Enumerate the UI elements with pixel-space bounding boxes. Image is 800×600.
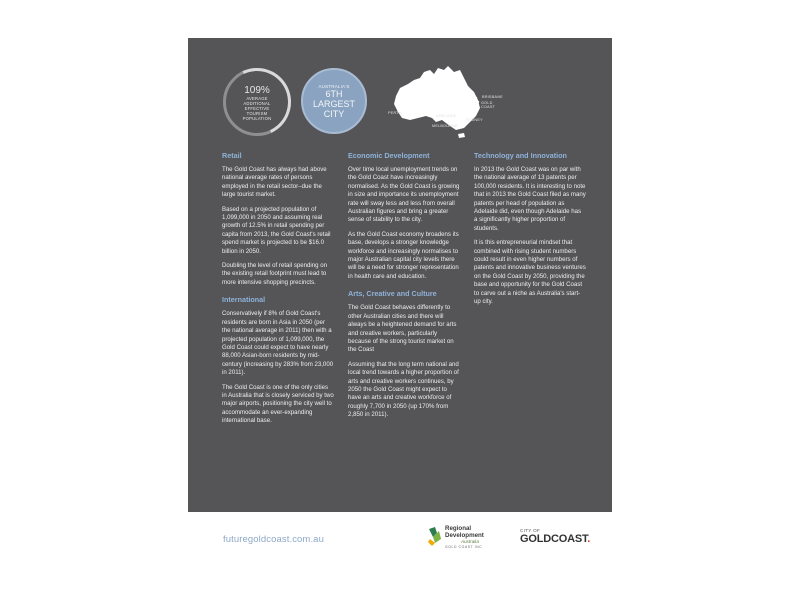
map-label-adelaide: ADELAIDE <box>436 114 457 118</box>
arts-heading: Arts, Creative and Culture <box>348 289 437 299</box>
rda-logo-text <box>445 526 484 549</box>
rda-logo-line-2: Development <box>445 531 484 539</box>
map-label-melbourne: MELBOURNE <box>432 124 458 128</box>
rda-logo <box>427 525 502 551</box>
economic-paragraph-1: Over time local unemployment trends on the Gold Coast have increasingly normalised. As the Gold Coast is growing in size and importance its unemployment rate will sway less and less from overall Australian figures and bring a greater sense of stability to the city. <box>348 166 460 224</box>
gc-logo-wordmark <box>520 533 590 545</box>
city-rank-city: CITY <box>323 108 345 119</box>
retail-heading: Retail <box>222 151 242 160</box>
stat-value: 109% <box>244 84 270 96</box>
australia-map <box>378 58 503 138</box>
map-label-brisbane: BRISBANE <box>482 95 503 99</box>
stat-desc-line: AVERAGE <box>246 95 268 101</box>
website-link[interactable]: futuregoldcoast.com.au <box>223 534 324 545</box>
map-label-perth: PERTH <box>388 111 402 115</box>
gc-logo-dot: . <box>587 533 591 545</box>
city-rank-prefix: AUSTRALIA'S <box>318 83 350 89</box>
stat-desc-line: TOURISM <box>246 110 268 116</box>
retail-paragraph-3: Doubling the level of retail spending on the existing retail footprint must lead to more intensive shopping precincts. <box>222 262 328 286</box>
gc-logo-name: GOLDCOAST <box>520 533 588 545</box>
international-paragraph-1: Conservatively if 8% of Gold Coast's residents are born in Asia in 2050 (per the national average in 2011) then with a projected population of 1,099,000, the Gold Coast could expect to have nearly 88,000 Asian-born residents by mid-century (increasing by 283% from 23,000 in 2011). <box>222 310 334 377</box>
column-right <box>474 151 586 313</box>
retail-paragraph-2: Based on a projected population of 1,099,000 in 2050 and assuming real growth of 12.5% in retail spending per capita from 2013, the Gold Coast's retail spend market is projected to be $16.0 billion in 2050. <box>222 205 331 255</box>
rda-logo-leaf-3 <box>428 539 435 546</box>
brisbane-marker <box>475 97 477 99</box>
arts-paragraph-1: The Gold Coast behaves differently to other Australian cities and there will always be a heightened demand for arts and creative workers, particularly because of the strong tourist market on the Coast <box>348 304 457 354</box>
stat-desc-line: POPULATION <box>242 115 272 121</box>
content-panel <box>188 38 612 512</box>
tech-paragraph-1: In 2013 the Gold Coast was on par with the national average of 13 patents per 100,000 residents. It is interesting to note that in 2013 the Gold Coast filed as many patents per head of population as Adelaide did, even though Adelaide has a significantly higher proportion of students. <box>474 166 586 232</box>
economic-paragraph-2: As the Gold Coast economy broadens its base, develops a stronger knowledge workforce and increasingly normalises to major Australian capital city levels there will be a need for stronger representation in health care and education. <box>348 230 459 280</box>
arts-paragraph-2: Assuming that the long term national and local trend towards a higher proportion of arts and creative workers continues, by 2050 the Gold Coast might expect to have an arts and creative workforce of roughly 7,700 in 2050 (up 170% from 2,850 in 2011). <box>348 360 459 419</box>
city-rank-largest: LARGEST <box>312 98 355 109</box>
stat-desc-line: EFFECTIVE <box>244 105 270 111</box>
tasmania-shape <box>458 133 465 138</box>
gc-logo-small-text: CITY OF <box>520 528 541 533</box>
column-left <box>222 151 334 432</box>
economic-heading: Economic Development <box>348 151 430 160</box>
tech-paragraph-2: It is this entrepreneurial mindset that combined with rising student numbers could result in even higher numbers of patents and innovative business ventures on the Gold Coast by 2050, providing the base and opportunity for the Gold Coast to carve out a niche as Australia's start-up city. <box>474 239 586 306</box>
rda-logo-mark-icon <box>427 525 443 547</box>
international-heading: International <box>222 295 266 305</box>
map-label-gold-coast: GOLD COAST <box>481 101 496 109</box>
rda-logo-line-1: Regional <box>445 525 472 532</box>
tourism-stat-ring <box>223 68 291 136</box>
map-label-sydney: SYDNEY <box>466 118 483 122</box>
column-middle <box>348 151 460 426</box>
tech-heading: Technology and Innovation <box>474 151 567 160</box>
city-rank-number: 6TH <box>325 88 343 99</box>
retail-paragraph-1: The Gold Coast has always had above national average rates of persons employed in the retail sector–due the large tourist market. <box>222 166 327 199</box>
stat-desc-line: ADDITIONAL <box>243 100 271 106</box>
stat-ring-arc <box>213 58 300 145</box>
gold-coast-marker <box>477 101 479 103</box>
rda-logo-line-4: GOLD COAST INC <box>445 545 483 550</box>
city-rank-circle <box>301 68 367 134</box>
international-paragraph-2: The Gold Coast is one of the only cities in Australia that is closely serviced by two major airports, positioning the city well to accommodate an ever-expanding international base. <box>222 383 334 425</box>
city-of-gold-coast-logo <box>520 528 590 545</box>
rda-logo-line-3: Australia <box>461 539 479 545</box>
